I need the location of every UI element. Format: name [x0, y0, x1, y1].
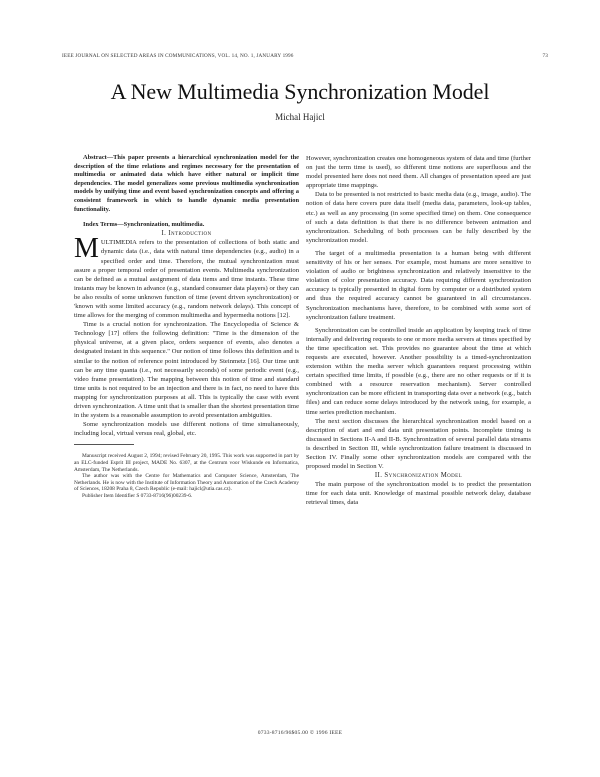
section-heading-model: II. Synchronization Model [374, 472, 463, 480]
journal-name: IEEE JOURNAL ON SELECTED AREAS IN COMMUNICATIONS, VOL. 14, NO. 1, JANUARY 1996 [62, 53, 294, 59]
left-column [74, 154, 299, 500]
running-header [62, 53, 548, 63]
paper-title: A New Multimedia Synchronization Model [110, 79, 490, 104]
body-paragraph-3: The target of a multimedia presentation is a human being with different sensitivity of his or her senses. For example, most humans are more sensitive to violation of audio or brightness synchronization and relatively insensitive to the violation of color presentation accuracy. Data requiring different synchronization accuracy is typically presented in digital form by computer or a distributed system and thus the required accuracy cannot be guaranteed in all circumstances. Synchronization mechanisms have, therefore, to be combined with some sort of synchronization failure treatment. [306, 249, 531, 321]
intro-paragraph-1-text: ULTIMEDIA refers to the presentation of collections of both static and dynamic data (i.e., data with natural time dependencies (e.g., audio) in a specified order and time. Therefore, the mutual synchronization must assure a proper temporal order of presentation events. Multimedia synchronization can be defined as a mutual assignment of data items and time instants. These time instants may be known in advance (e.g., standard consumer data players) or they can be also results of some unknown function of time (event driven synchronization) or 'known with some limited accuracy (e.g., random network delays). This concept of time allows for the merging of common multimedia and hypermedia notions [12]. [74, 239, 299, 320]
abstract: Abstract—This paper presents a hierarchical synchronization model for the description of the time relations and regimes necessary for the presentation of multimedia or animated data which have either natural or implicit time dependencies. The model generalizes some previous multimedia synchronization models by unifying time and event based synchronization concepts and offering a consistent framework in which to handle dynamic media presentation functionality. [74, 154, 299, 213]
intro-paragraph-3: Some synchronization models use different notions of time simultaneously, including local, virtual versus real, global, etc. [74, 421, 299, 438]
body-paragraph-1: However, synchronization creates one homogeneous system of data and time (further on just the term time is used), so different time notions are superfluous and the model presented here does not need them. All changes of presentation speed are just appropriate time mappings. [306, 155, 531, 190]
footnote-rule [74, 444, 134, 445]
body-paragraph-2: Data to be presented is not restricted to basic media data (e.g., image, audio). The notion of data here covers pure data itself (media data, parameters, look-up tables, etc.) as well as any processing (in some specified time) on them. One consequence of such a data definition is that there is no difference between animation and synchronization. Scheduling of both processes can be fully described by the synchronization model. [306, 191, 531, 244]
body-paragraph-5: The next section discusses the hierarchical synchronization model based on a description of start and end data unit presentation points. Incomplete timing is discussed in Sections II-A and II-B. Synchronization of several parallel data streams is described in Section III, while synchronization failure treatment is discussed in Section IV. Finally some other synchronization models are compared with the proposed model in Section V. [306, 417, 531, 471]
author-name: Michal Hajicl [275, 112, 325, 122]
drop-cap: M [74, 233, 99, 265]
footnote-author: The author was with the Centre for Mathematics and Computer Science, Amsterdam, The Netherlands. He is now with the Institute of Information Theory and Automation of the Czech Academy of Sciences, 18208 Praha 8, Czech Republic (e-mail: hajicl@utia.cas.cz). [74, 473, 299, 493]
intro-paragraph-2: Time is a crucial notion for synchronization. The Encyclopedia of Science & Technology [17] offers the following definition: "Time is the dimension of the physical universe, at a given place, orders sequence of events, also denotes a designated instant in this sequence." Our notion of time follows this definition and is similar to the notion of reference point introduced by Steinmetz [16]. Our time unit can be any time quanta (i.e., not necessarily seconds) of some periodic event (e.g., video frame presentation). The mapping between this notion of time and standard time units is not required to be an injection and there is in fact, no need to have this mapping for synchronization purposes at all. This is typically the case with event driven synchronization. A time unit that is smaller than the shortest presentation time in the system is a reasonable assumption to avoid presentation ambiguities. [74, 321, 299, 420]
right-column [306, 154, 531, 508]
section-heading-introduction: I. Introduction [161, 230, 212, 238]
footnote-identifier: Publisher Item Identifier S 0733-8716(96)00239-6. [82, 492, 193, 499]
page-number: 73 [542, 53, 548, 59]
body-paragraph-4: Synchronization can be controlled inside an application by keeping track of time internally and delivering requests to one or more media servers at times specified by the time specification set. This provides no guarantee about the time at which requests are executed, however. Another possibility is a timed-synchronization extension within the media server which guarantees request processing within certain specified time limits, if possible (e.g., there are no other requests or if it is combined with a resource reservation mechanism). Server controlled synchronization can be more efficient in transporting data over a network (e.g., batch files) and can reduce some delays introduced by the network using, for example, a time series prediction mechanism. [306, 326, 531, 416]
body-paragraph-6: The main purpose of the synchronization model is to predict the presentation time for each data unit. Knowledge of maximal possible network delay, database retrieval times, data [306, 481, 531, 507]
footnotes [74, 453, 299, 499]
index-terms: Index Terms—Synchronization, multimedia. [83, 221, 205, 229]
copyright-footer: 0733-8716/96$05.00 © 1996 IEEE [257, 730, 343, 736]
footnote-manuscript: Manuscript received August 2, 1994; revised February 20, 1995. This work was supported in part by an ELC-funded Esprit III project, MADE No. 6307, at the Centrum voor Wiskunde en Informatica, Amsterdam, The Netherlands. [74, 453, 299, 473]
